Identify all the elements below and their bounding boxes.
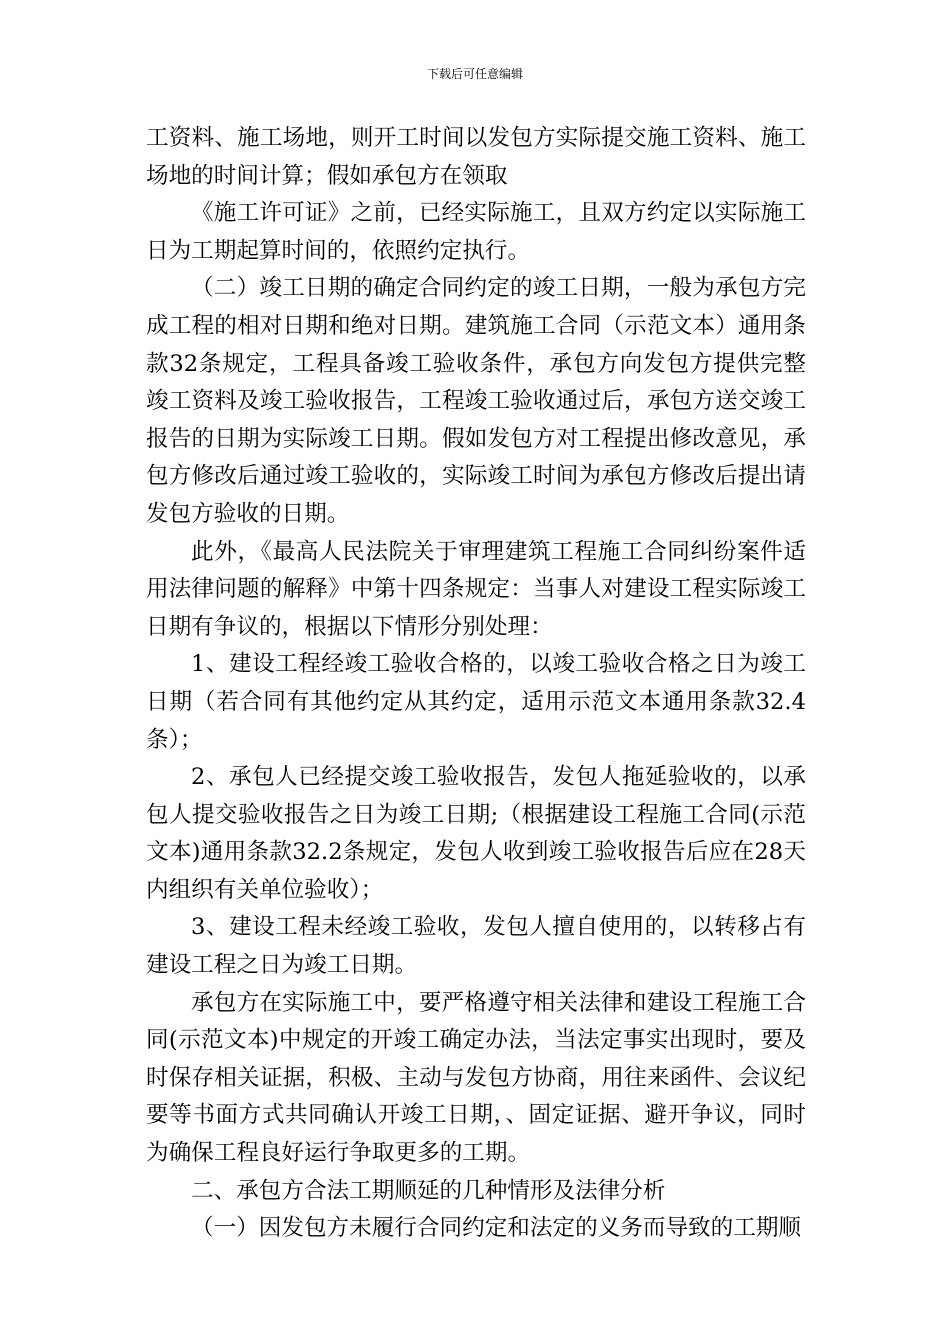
paragraph-supreme-court: 此外，《最高人民法院关于审理建筑工程施工合同纠纷案件适用法律问题的解释》中第十四条规定：当事人对建设工程实际竣工日期有争议的，根据以下情形分别处理： — [146, 538, 806, 640]
page-header: 下载后可任意编辑 — [426, 67, 523, 81]
paragraph-permit: 《施工许可证》之前，已经实际施工，且双方约定以实际施工日为工期起算时间的，依照约定执行。 — [146, 200, 806, 264]
paragraph-item-2: 2、承包人已经提交竣工验收报告，发包人拖延验收的，以承包人提交验收报告之日为竣工日期;（根据建设工程施工合同(示范文本)通用条款32.2条规定，发包人收到竣工验收报告后应在28天内组织有关单位验收）； — [146, 764, 806, 903]
paragraph-contractor-advice: 承包方在实际施工中，要严格遵守相关法律和建设工程施工合同(示范文本)中规定的开竣工确定办法，当法定事实出现时，要及时保存相关证据，积极、主动与发包方协商，用往来函件、会议纪要等书面方式共同确认开竣工日期，、固定证据、避开争议，同时为确保工程良好运行争取更多的工期。 — [146, 989, 806, 1167]
section-heading-2: 二、承包方合法工期顺延的几种情形及法律分析 — [191, 1177, 666, 1204]
subsection-heading-1: （一）因发包方未履行合同约定和法定的义务而导致的工期顺 — [191, 1215, 802, 1242]
document-body — [146, 120, 806, 1248]
paragraph-completion-date: （二）竣工日期的确定合同约定的竣工日期，一般为承包方完成工程的相对日期和绝对日期。建筑施工合同（示范文本）通用条款32条规定，工程具备竣工验收条件，承包方向发包方提供完整竣工资料及竣工验收报告，工程竣工验收通过后，承包方送交竣工报告的日期为实际竣工日期。假如发包方对工程提出修改意见，承包方修改后通过竣工验收的，实际竣工时间为承包方修改后提出请发包方验收的日期。 — [146, 275, 806, 527]
paragraph-continuation: 工资料、施工场地，则开工时间以发包方实际提交施工资料、施工场地的时间计算；假如承包方在领取 — [146, 125, 806, 189]
paragraph-item-1: 1、建设工程经竣工验收合格的，以竣工验收合格之日为竣工日期（若合同有其他约定从其约定，适用示范文本通用条款32.4条）； — [146, 651, 806, 753]
paragraph-item-3: 3、建设工程未经竣工验收，发包人擅自使用的，以转移占有建设工程之日为竣工日期。 — [146, 914, 806, 979]
